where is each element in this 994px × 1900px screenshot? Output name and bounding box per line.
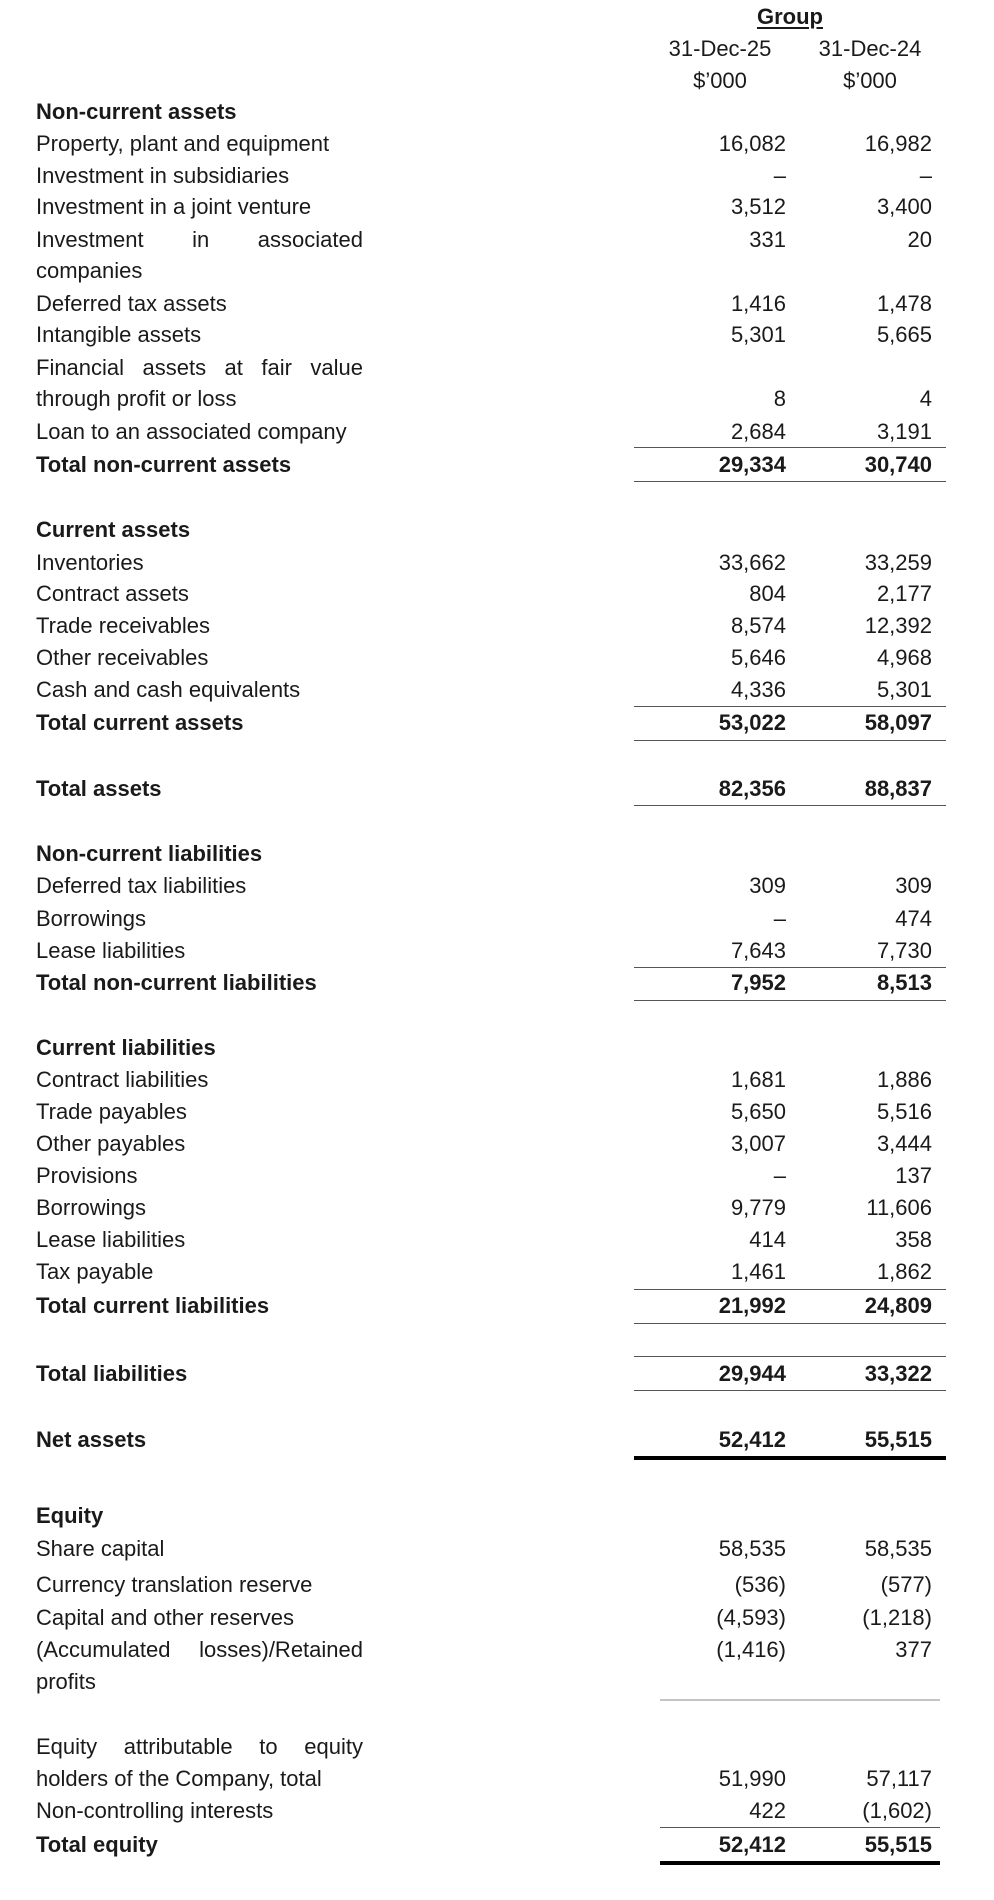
value-2025: (4,593): [716, 1605, 786, 1630]
value-2024: (1,602): [862, 1798, 932, 1823]
value-2025: 33,662: [718, 550, 786, 575]
table-row: [0, 903, 994, 935]
total-rule: [634, 1323, 946, 1324]
value-2025: 16,082: [718, 131, 786, 156]
value-2024: 3,400: [876, 194, 932, 219]
section-title: Current assets: [36, 517, 191, 542]
table-row: [0, 1192, 994, 1224]
value-2025: 3,007: [730, 1131, 786, 1156]
table-row: [0, 191, 994, 223]
double-total-rule: [660, 1861, 940, 1865]
total-rule: [634, 1390, 946, 1391]
value-2025: 9,779: [730, 1195, 786, 1220]
table-row: [0, 224, 994, 256]
value-2024: 4,968: [876, 645, 932, 670]
row-label: Share capital: [36, 1536, 165, 1561]
value-2025: (536): [734, 1572, 786, 1597]
value-2024: 16,982: [864, 131, 932, 156]
value-2024: 20: [907, 227, 932, 252]
value-2024: 5,665: [876, 322, 932, 347]
column-date-2025: 31-Dec-25: [668, 36, 772, 61]
subtotal-rule: [634, 447, 946, 448]
value-2024: 7,730: [876, 938, 932, 963]
value-2025: 29,944: [718, 1361, 786, 1386]
value-2025: 804: [749, 581, 786, 606]
value-2025: 331: [749, 227, 786, 252]
row-label: Cash and cash equivalents: [36, 677, 301, 702]
section-heading: [0, 514, 994, 546]
value-2025: 7,952: [730, 970, 786, 995]
section-title: Non-current assets: [36, 99, 237, 124]
row-label: Provisions: [36, 1163, 138, 1188]
row-label: Net assets: [36, 1427, 147, 1452]
value-2025: 52,412: [718, 1832, 786, 1857]
row-label: Capital and other reserves: [36, 1605, 295, 1630]
table-row: [0, 1064, 994, 1096]
value-2024: (1,218): [862, 1605, 932, 1630]
total-rule: [634, 1000, 946, 1001]
table-row: [0, 1731, 994, 1763]
total-row: [0, 449, 994, 481]
row-label: Total liabilities: [36, 1361, 188, 1386]
value-2025: 7,643: [730, 938, 786, 963]
value-2024: –: [919, 163, 932, 188]
section-heading: [0, 838, 994, 870]
row-label-continuation: profits: [36, 1669, 96, 1694]
value-2025: 1,681: [730, 1067, 786, 1092]
value-2025: 58,535: [718, 1536, 786, 1561]
value-2025: 51,990: [718, 1766, 786, 1791]
table-row: [0, 547, 994, 579]
row-label: Financial assets at fair value: [36, 355, 363, 380]
total-rule: [634, 481, 946, 482]
value-2024: 24,809: [864, 1293, 932, 1318]
row-label-continuation: companies: [36, 258, 143, 283]
value-2025: 21,992: [718, 1293, 786, 1318]
row-label: Investment in associated: [36, 227, 363, 252]
section-heading: [0, 96, 994, 128]
subtotal-rule: [660, 1827, 940, 1828]
value-2025: –: [773, 1163, 786, 1188]
value-2025: 52,412: [718, 1427, 786, 1452]
subtotal-rule: [634, 1356, 946, 1357]
row-label: Borrowings: [36, 906, 147, 931]
total-rule: [634, 805, 946, 806]
value-2024: 5,301: [876, 677, 932, 702]
table-row: [0, 1224, 994, 1256]
value-2024: 3,444: [876, 1131, 932, 1156]
value-2024: 5,516: [876, 1099, 932, 1124]
table-row: [0, 416, 994, 448]
table-row: [0, 610, 994, 642]
value-2025: 4,336: [730, 677, 786, 702]
double-total-rule: [634, 1456, 946, 1460]
table-row: [0, 1256, 994, 1288]
value-2024: 377: [895, 1637, 932, 1662]
subtotal-rule: [660, 1699, 940, 1701]
table-row: [0, 128, 994, 160]
value-2025: 309: [749, 873, 786, 898]
row-label: (Accumulated losses)/Retained: [36, 1637, 363, 1662]
row-label: Trade payables: [36, 1099, 187, 1124]
row-label: Property, plant and equipment: [36, 131, 330, 156]
value-2025: 1,461: [730, 1259, 786, 1284]
total-row: [0, 1829, 994, 1861]
table-row: [0, 870, 994, 902]
section-title: Non-current liabilities: [36, 841, 263, 866]
table-row: [0, 1569, 994, 1601]
row-label: Contract assets: [36, 581, 189, 606]
value-2025: 422: [749, 1798, 786, 1823]
row-label: Deferred tax liabilities: [36, 873, 247, 898]
value-2024: 55,515: [864, 1427, 932, 1452]
column-date-2024: 31-Dec-24: [818, 36, 922, 61]
table-row: [0, 288, 994, 320]
table-row: [0, 160, 994, 192]
total-rule: [634, 740, 946, 741]
value-2024: 137: [895, 1163, 932, 1188]
table-row: [0, 1096, 994, 1128]
table-row: [0, 674, 994, 706]
row-label-continuation: through profit or loss: [36, 386, 237, 411]
value-2024: 11,606: [866, 1195, 932, 1220]
value-2025: (1,416): [716, 1637, 786, 1662]
total-row: [0, 1290, 994, 1322]
column-unit-2024: $’000: [843, 68, 897, 93]
total-row: [0, 967, 994, 999]
row-label: Intangible assets: [36, 322, 202, 347]
section-heading: [0, 1032, 994, 1064]
value-2024: 1,886: [876, 1067, 932, 1092]
row-label: Other payables: [36, 1131, 186, 1156]
value-2024: 58,535: [864, 1536, 932, 1561]
value-2024: 1,862: [876, 1259, 932, 1284]
value-2024: 1,478: [876, 291, 932, 316]
row-label: Investment in subsidiaries: [36, 163, 290, 188]
row-label: Deferred tax assets: [36, 291, 227, 316]
value-2024: 55,515: [864, 1832, 932, 1857]
table-row: [0, 935, 994, 967]
value-2025: 2,684: [730, 419, 786, 444]
row-label: Lease liabilities: [36, 938, 186, 963]
grand-total-row: [0, 1358, 994, 1390]
group-header: Group: [757, 4, 823, 29]
value-2025: 82,356: [718, 776, 786, 801]
value-2024: 33,322: [864, 1361, 932, 1386]
table-row: [0, 1533, 994, 1565]
row-label-continuation: holders of the Company, total: [36, 1766, 322, 1791]
value-2025: 414: [749, 1227, 786, 1252]
value-2024: 88,837: [864, 776, 932, 801]
row-label: Other receivables: [36, 645, 209, 670]
value-2025: 53,022: [718, 710, 786, 735]
row-label: Total assets: [36, 776, 162, 801]
value-2024: 4: [919, 386, 932, 411]
table-row: [0, 352, 994, 384]
row-label: Total non-current assets: [36, 452, 292, 477]
row-label: Tax payable: [36, 1259, 154, 1284]
column-unit-2025: $’000: [693, 68, 747, 93]
row-label: Non-controlling interests: [36, 1798, 274, 1823]
value-2024: 2,177: [876, 581, 932, 606]
table-row: [0, 1160, 994, 1192]
value-2024: (577): [880, 1572, 932, 1597]
value-2024: 33,259: [864, 550, 932, 575]
row-label: Contract liabilities: [36, 1067, 209, 1092]
value-2025: 29,334: [718, 452, 786, 477]
row-label: Loan to an associated company: [36, 419, 347, 444]
value-2025: 5,301: [730, 322, 786, 347]
row-label: Investment in a joint venture: [36, 194, 312, 219]
section-title: Current liabilities: [36, 1035, 216, 1060]
row-label: Trade receivables: [36, 613, 211, 638]
table-row: [0, 1128, 994, 1160]
table-row: [0, 1602, 994, 1634]
value-2024: 57,117: [866, 1766, 932, 1791]
value-2024: 8,513: [876, 970, 932, 995]
net-assets-row: [0, 1424, 994, 1456]
value-2024: 30,740: [864, 452, 932, 477]
value-2024: 474: [895, 906, 932, 931]
grand-total-row: [0, 773, 994, 805]
value-2025: –: [773, 163, 786, 188]
row-label: Currency translation reserve: [36, 1572, 313, 1597]
table-row-continuation: [0, 1763, 994, 1795]
table-row-continuation: [0, 383, 994, 415]
table-row: [0, 319, 994, 351]
row-label: Inventories: [36, 550, 144, 575]
value-2025: 1,416: [730, 291, 786, 316]
value-2025: 3,512: [730, 194, 786, 219]
row-label: Total current assets: [36, 710, 244, 735]
row-label: Total non-current liabilities: [36, 970, 317, 995]
value-2024: 58,097: [864, 710, 932, 735]
table-row-continuation: [0, 1666, 994, 1698]
table-row: [0, 1795, 994, 1827]
total-row: [0, 707, 994, 739]
value-2025: 5,650: [730, 1099, 786, 1124]
value-2025: 8,574: [730, 613, 786, 638]
value-2024: 12,392: [864, 613, 932, 638]
table-row: [0, 578, 994, 610]
section-heading: [0, 1500, 994, 1532]
value-2024: 358: [895, 1227, 932, 1252]
section-title: Equity: [36, 1503, 104, 1528]
table-row: [0, 1634, 994, 1666]
table-row-continuation: [0, 255, 994, 287]
row-label: Lease liabilities: [36, 1227, 186, 1252]
value-2025: 5,646: [730, 645, 786, 670]
table-row: [0, 642, 994, 674]
row-label: Equity attributable to equity: [36, 1734, 363, 1759]
row-label: Total current liabilities: [36, 1293, 270, 1318]
value-2025: –: [773, 906, 786, 931]
value-2025: 8: [773, 386, 786, 411]
row-label: Total equity: [36, 1832, 158, 1857]
value-2024: 309: [895, 873, 932, 898]
value-2024: 3,191: [876, 419, 932, 444]
row-label: Borrowings: [36, 1195, 147, 1220]
